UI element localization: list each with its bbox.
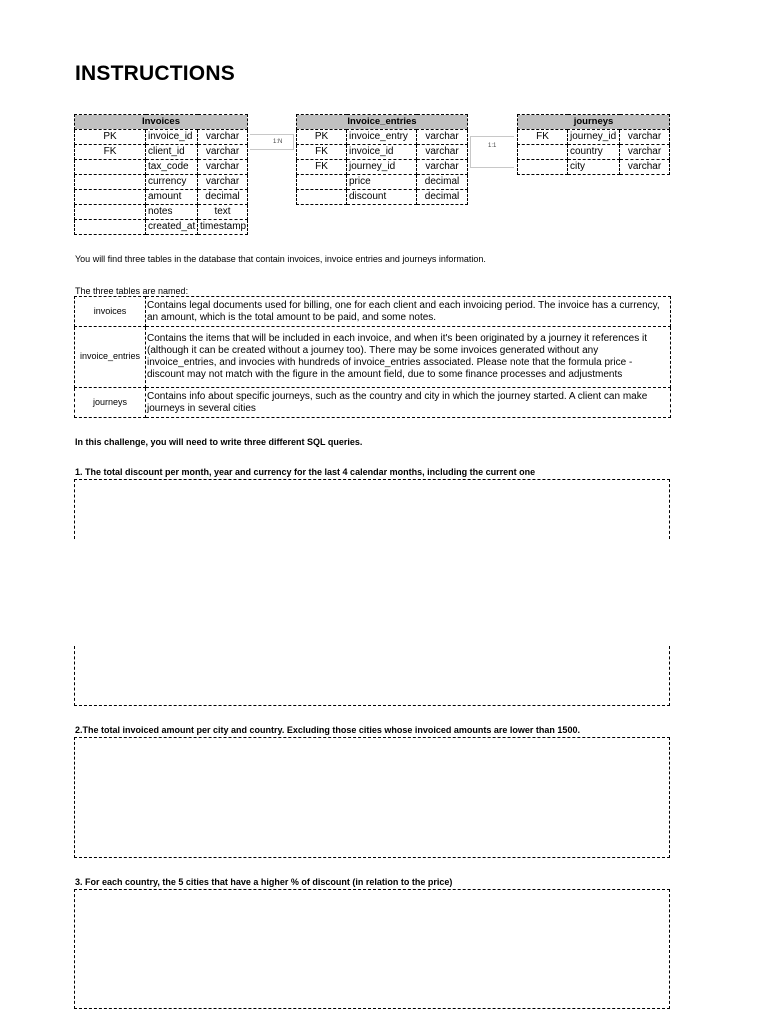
table-row xyxy=(75,327,671,388)
table-row xyxy=(75,297,671,327)
schema-row xyxy=(297,145,468,160)
column-name-cell: invoice_id xyxy=(347,145,417,160)
question-3: 3. For each country, the 5 cities that have a higher % of discount (in relation to the price) xyxy=(75,877,453,887)
answer-box-2[interactable] xyxy=(74,737,670,858)
intro-text: You will find three tables in the database that contain invoices, invoice entries and journeys information. xyxy=(75,254,486,264)
schema-row xyxy=(297,130,468,145)
schema-header-row xyxy=(75,115,248,130)
key-type-cell: FK xyxy=(297,160,347,175)
tables-named-label: The three tables are named: xyxy=(75,286,189,296)
invoices-schema-table xyxy=(74,114,248,235)
column-name-cell: amount xyxy=(146,190,198,205)
data-type-cell: varchar xyxy=(620,145,670,160)
column-name-cell: currency xyxy=(146,175,198,190)
column-name-cell: invoice_id xyxy=(146,130,198,145)
key-type-cell xyxy=(75,160,146,175)
key-type-cell xyxy=(75,220,146,235)
data-type-cell: varchar xyxy=(417,130,468,145)
column-name-cell: country xyxy=(568,145,620,160)
question-2: 2.The total invoiced amount per city and country. Excluding those cities whose invoiced amounts are lower than 1500. xyxy=(75,725,580,735)
data-type-cell: varchar xyxy=(620,160,670,175)
key-type-cell xyxy=(75,190,146,205)
schema-row xyxy=(75,130,248,145)
table-description: Contains the items that will be included in each invoice, and when it's been originated by a journey it references it (although it can be created without a journey too). There may be some invoices generated without any invoice_entries, and invocies with hundreds of invoice_entries associated. Please note that the formula price - discount may not match with the figure in the amount field, due to some finance processes and adjustments xyxy=(146,327,671,388)
key-type-cell xyxy=(297,175,347,190)
schema-row xyxy=(297,175,468,190)
data-type-cell: varchar xyxy=(198,145,248,160)
data-type-cell: timestamp xyxy=(198,220,248,235)
table-name: invoice_entries xyxy=(75,327,146,388)
key-type-cell: FK xyxy=(297,145,347,160)
answer-box-1-bottom[interactable] xyxy=(74,646,670,706)
column-name-cell: journey_id xyxy=(347,160,417,175)
schema-table-title: journeys xyxy=(518,115,670,130)
column-name-cell: journey_id xyxy=(568,130,620,145)
challenge-text: In this challenge, you will need to write three different SQL queries. xyxy=(75,437,363,447)
data-type-cell: varchar xyxy=(620,130,670,145)
table-row xyxy=(75,388,671,418)
schema-row xyxy=(75,205,248,220)
table-name: journeys xyxy=(75,388,146,418)
relation-label-1n: 1:N xyxy=(273,139,283,145)
schema-row xyxy=(75,175,248,190)
data-type-cell: varchar xyxy=(417,145,468,160)
column-name-cell: tax_code xyxy=(146,160,198,175)
data-type-cell: text xyxy=(198,205,248,220)
column-name-cell: created_at xyxy=(146,220,198,235)
schema-row xyxy=(518,145,670,160)
key-type-cell: PK xyxy=(75,130,146,145)
key-type-cell xyxy=(518,160,568,175)
table-descriptions xyxy=(74,296,671,418)
key-type-cell: FK xyxy=(75,145,146,160)
data-type-cell: varchar xyxy=(198,160,248,175)
column-name-cell: invoice_entry xyxy=(347,130,417,145)
answer-box-1-top[interactable] xyxy=(74,479,670,539)
column-name-cell: city xyxy=(568,160,620,175)
data-type-cell: decimal xyxy=(198,190,248,205)
relation-connector xyxy=(470,136,514,168)
schema-row xyxy=(75,160,248,175)
column-name-cell: notes xyxy=(146,205,198,220)
key-type-cell xyxy=(75,175,146,190)
data-type-cell: decimal xyxy=(417,175,468,190)
data-type-cell: varchar xyxy=(417,160,468,175)
journeys-schema-table xyxy=(517,114,670,175)
schema-row xyxy=(75,145,248,160)
answer-box-3[interactable] xyxy=(74,889,670,1009)
data-type-cell: decimal xyxy=(417,190,468,205)
schema-table-title: Invoices xyxy=(75,115,248,130)
key-type-cell: FK xyxy=(518,130,568,145)
data-type-cell: varchar xyxy=(198,175,248,190)
table-description: Contains info about specific journeys, such as the country and city in which the journey started. A client can make journeys in several cities xyxy=(146,388,671,418)
invoice-entries-schema-table xyxy=(296,114,468,205)
column-name-cell: client_id xyxy=(146,145,198,160)
column-name-cell: price xyxy=(347,175,417,190)
schema-row xyxy=(297,190,468,205)
schema-row xyxy=(75,220,248,235)
key-type-cell: PK xyxy=(297,130,347,145)
column-name-cell: discount xyxy=(347,190,417,205)
key-type-cell xyxy=(75,205,146,220)
data-type-cell: varchar xyxy=(198,130,248,145)
page-title: INSTRUCTIONS xyxy=(75,62,235,85)
schema-row xyxy=(297,160,468,175)
relation-connector xyxy=(250,134,294,150)
key-type-cell xyxy=(518,145,568,160)
schema-row xyxy=(518,160,670,175)
schema-header-row xyxy=(297,115,468,130)
relation-label-11: 1:1 xyxy=(488,143,497,149)
schema-row xyxy=(75,190,248,205)
key-type-cell xyxy=(297,190,347,205)
table-name: invoices xyxy=(75,297,146,327)
schema-header-row xyxy=(518,115,670,130)
table-description: Contains legal documents used for billing, one for each client and each invoicing period. The invoice has a currency, an amount, which is the total amount to be paid, and some notes. xyxy=(146,297,671,327)
question-1: 1. The total discount per month, year and currency for the last 4 calendar months, including the current one xyxy=(75,467,536,477)
schema-row xyxy=(518,130,670,145)
schema-table-title: Invoice_entries xyxy=(297,115,468,130)
